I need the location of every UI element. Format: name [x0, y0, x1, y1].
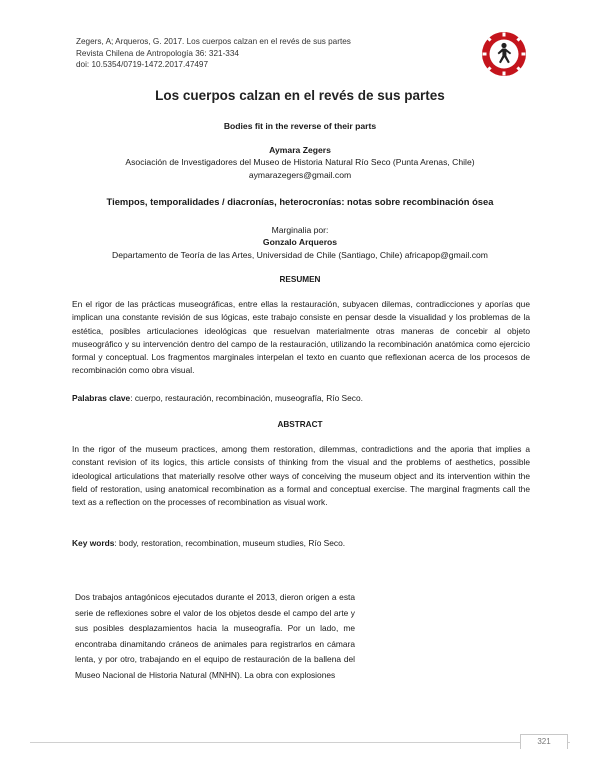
- citation-line: Zegers, A; Arqueros, G. 2017. Los cuerpos calzan en el revés de sus partes: [76, 37, 351, 46]
- journal-line: Revista Chilena de Antropología 36: 321-334: [76, 48, 239, 58]
- page-number: 321: [520, 734, 568, 749]
- section-title: Tiempos, temporalidades / diacronías, heterocronías: notas sobre recombinación ósea: [106, 196, 494, 207]
- resumen-heading: RESUMEN: [279, 275, 321, 284]
- abstract-heading: ABSTRACT: [277, 420, 323, 429]
- article-subtitle: Bodies fit in the reverse of their parts: [223, 121, 377, 131]
- abstract-text: In the rigor of the museum practices, among them restoration, dilemmas, contradictions and the aporia that implies a constant revision of its logics, this article consists of thinking from the visual and the problems of aesthetics, possible ideological articulations that materially resolve other ways of conceiving the museum object and its intervention within the field of restoration, using anatomical recombination as a formal and conceptual exercise. The marginal fragments call the text as a reflection on the processes of recombination as visual work.: [72, 444, 530, 508]
- article-title: Los cuerpos calzan en el revés de sus partes: [155, 88, 445, 103]
- resumen-keywords: [72, 393, 530, 403]
- keywords-label: Key words: [72, 538, 115, 548]
- marginalia-block: [0, 224, 600, 261]
- author-affiliation: Asociación de Investigadores del Museo de Historia Natural Río Seco (Punta Arenas, Chile): [125, 157, 475, 168]
- resumen-text: En el rigor de las prácticas museográficas, entre ellas la restauración, subyacen dilemas, contradicciones y aporías que implican una constante revisión de sus lógicas, este trabajo consiste en pensar desde la visualidad y los problemas de la estética, posibles articulaciones ideológicas que resuelvan materialmente otras maneras de concebir al objeto museográfico y su intervención dentro del campo de la restauración, utilizando la recombinación anatómica como ejercicio formal y conceptual. Los fragmentos marginales interpelan el texto en cuanto que reflexionan acerca de los procesos de recombinación como obra visual.: [72, 299, 530, 376]
- doi-line[interactable]: doi: 10.5354/0719-1472.2017.47497: [76, 60, 209, 69]
- author-email[interactable]: aymarazegers@gmail.com: [248, 169, 352, 180]
- keywords-label: Palabras clave: [72, 393, 131, 403]
- keywords-list: : body, restoration, recombination, museum studies, Río Seco.: [114, 538, 346, 548]
- abstract-keywords: [72, 538, 530, 548]
- marginalia-label: Marginalia por:: [271, 225, 329, 235]
- footer-rule: [30, 742, 570, 743]
- citation-header: [76, 36, 351, 71]
- author-block: [0, 144, 600, 181]
- body-text: Dos trabajos antagónicos ejecutados durante el 2013, dieron origen a esta serie de reflexiones sobre el valor de los objetos desde el campo del arte y sus posibles desplazamientos hacia la museografía. Por un lado, me encontraba dinamitando cráneos de animales para registrarlos en cámara lenta, y por otro, trabajando en el equipo de restauración de la ballena del Museo Nacional de Historia Natural (MNHN). La obra con explosiones: [75, 592, 355, 680]
- author-name: Aymara Zegers: [269, 145, 331, 155]
- keywords-list: : cuerpo, restauración, recombinación, museografía, Río Seco.: [130, 393, 363, 403]
- marginalia-affiliation: Departamento de Teoría de las Artes, Universidad de Chile (Santiago, Chile) africapop@gmail.com: [112, 249, 488, 260]
- marginalia-name: Gonzalo Arqueros: [262, 237, 338, 248]
- journal-logo-icon: [480, 30, 528, 78]
